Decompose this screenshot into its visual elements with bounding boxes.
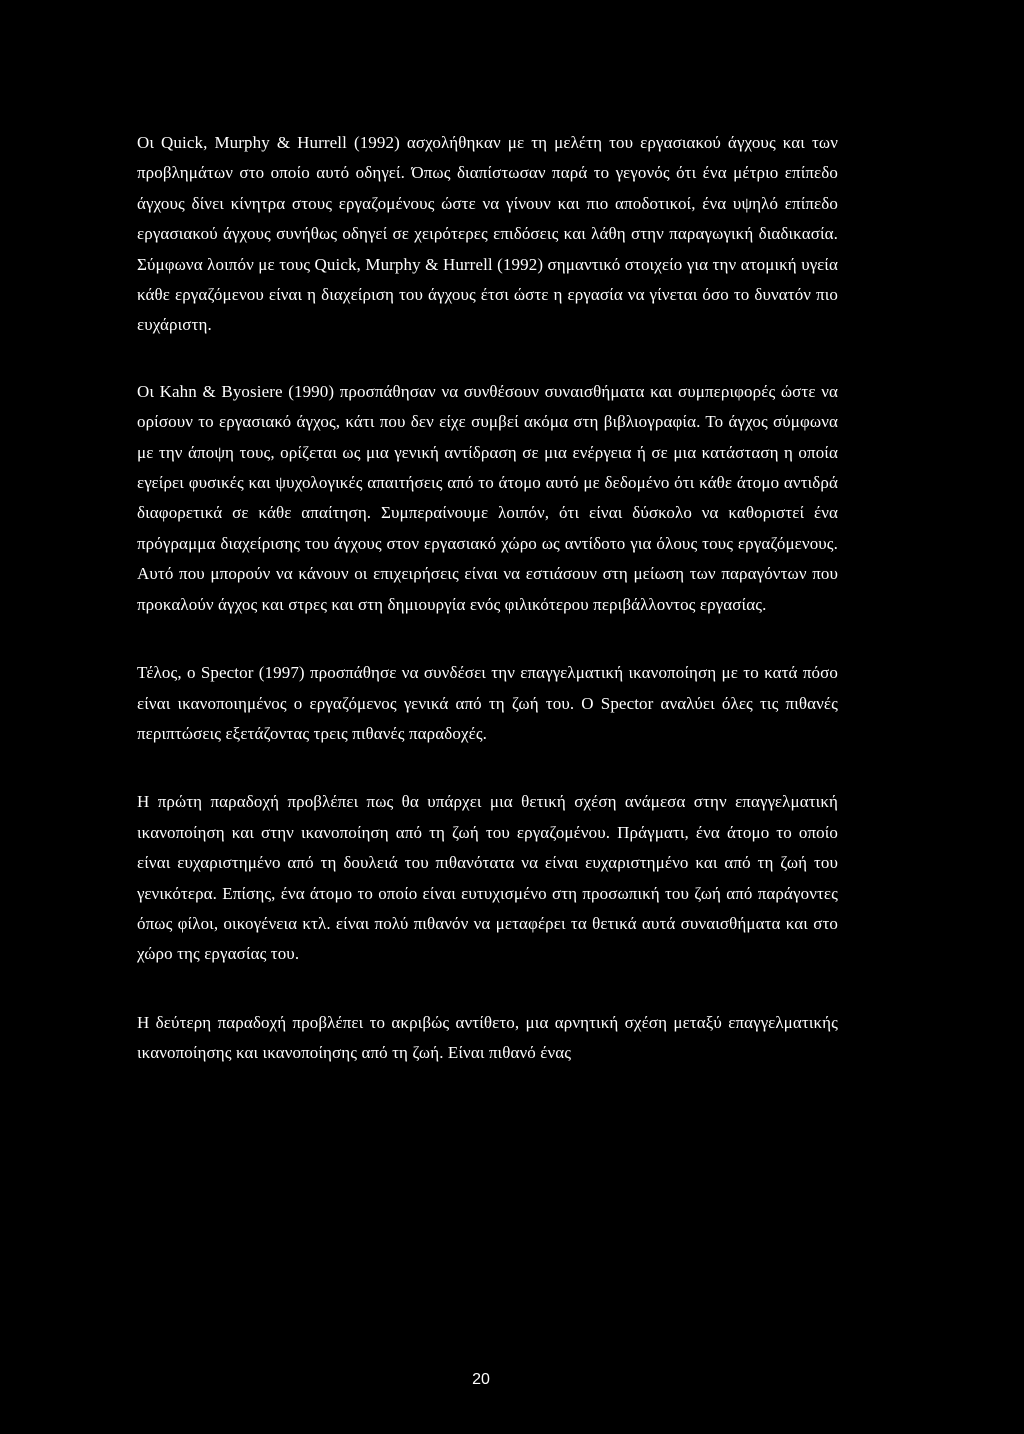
- paragraph-quick-murphy-hurrell: Οι Quick, Murphy & Hurrell (1992) ασχολήθηκαν με τη μελέτη του εργασιακού άγχους και των προβλημάτων στο οποίο αυτό οδηγεί. Όπως διαπίστωσαν παρά το γεγονός ότι ένα μέτριο επίπεδο άγχους δίνει κίνητρα στους εργαζομένους ώστε να γίνουν και πιο αποδοτικοί, ένα υψηλό επίπεδο εργασιακού άγχους συνήθως οδηγεί σε χειρότερες επιδόσεις και λάθη στην παραγωγική διαδικασία. Σύμφωνα λοιπόν με τους Quick, Murphy & Hurrell (1992) σημαντικό στοιχείο για την ατομική υγεία κάθε εργαζόμενου είναι η διαχείριση του άγχους έτσι ώστε η εργασία να γίνεται όσο το δυνατόν πιο ευχάριστη.: [137, 133, 838, 335]
- page-number: 20: [472, 1371, 490, 1388]
- paragraph-spector: Τέλος, ο Spector (1997) προσπάθησε να συνδέσει την επαγγελματική ικανοποίηση με το κατά πόσο είναι ικανοποιημένος ο εργαζόμενος γενικά από τη ζωή του. Ο Spector αναλύει όλες τις πιθανές περιπτώσεις εξετάζοντας τρεις πιθανές παραδοχές.: [137, 663, 838, 743]
- paragraph-first-assumption: Η πρώτη παραδοχή προβλέπει πως θα υπάρχει μια θετική σχέση ανάμεσα στην επαγγελματική ικανοποίηση και στην ικανοποίηση από τη ζωή του εργαζομένου. Πράγματι, ένα άτομο το οποίο είναι ευχαριστημένο από τη δουλειά του πιθανότατα να είναι ευχαριστημένο και από τη ζωή του γενικότερα. Επίσης, ένα άτομο το οποίο είναι ευτυχισμένο στη προσωπική του ζωή από παράγοντες όπως φίλοι, οικογένεια κτλ. είναι πολύ πιθανόν να μεταφέρει τα θετικά αυτά συναισθήματα και στο χώρο της εργασίας του.: [137, 792, 838, 964]
- paragraph-second-assumption: Η δεύτερη παραδοχή προβλέπει το ακριβώς αντίθετο, μια αρνητική σχέση μεταξύ επαγγελματικής ικανοποίησης και ικανοποίησης από τη ζωή. Είναι πιθανό ένας: [137, 1012, 838, 1063]
- document-body: [137, 128, 838, 1069]
- paragraph-kahn-byosiere: Οι Kahn & Byosiere (1990) προσπάθησαν να συνθέσουν συναισθήματα και συμπεριφορές ώστε να ορίσουν το εργασιακό άγχος, κάτι που δεν είχε συμβεί ακόμα στη βιβλιογραφία. Το άγχος σύμφωνα με την άποψη τους, ορίζεται ως μια γενική αντίδραση σε μια ενέργεια ή σε μια κατάσταση η οποία εγείρει φυσικές και ψυχολογικές απαιτήσεις από το άτομο αυτό με δεδομένο ότι κάθε άτομο αντιδρά διαφορετικά σε κάθε απαίτηση. Συμπεραίνουμε λοιπόν, ότι είναι δύσκολο να καθοριστεί ένα πρόγραμμα διαχείρισης του άγχους στον εργασιακό χώρο ως αντίδοτο για όλους τους εργαζόμενους. Αυτό που μπορούν να κάνουν οι επιχειρήσεις είναι να εστιάσουν στη μείωση των παραγόντων που προκαλούν άγχος και στρες και στη δημιουργία ενός φιλικότερου περιβάλλοντος εργασίας.: [137, 381, 838, 614]
